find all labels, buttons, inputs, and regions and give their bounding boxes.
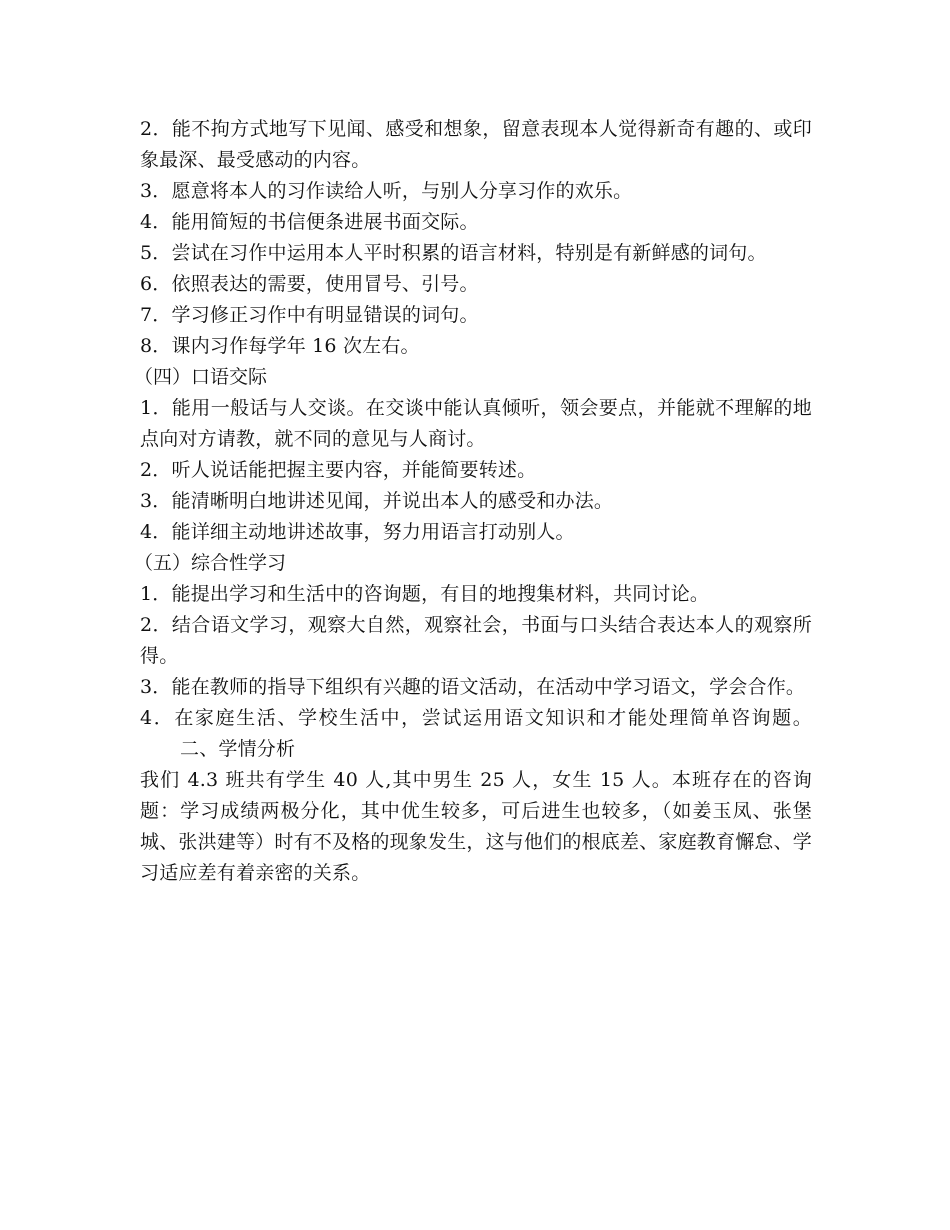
paragraph-writing-6: 6．依照表达的需要，使用冒号、引号。 <box>140 273 479 295</box>
paragraph-oral-3: 3．能清晰明白地讲述见闻，并说出本人的感受和办法。 <box>140 490 614 512</box>
paragraph-writing-5: 5．尝试在习作中运用本人平时积累的语言材料，特别是有新鲜感的词句。 <box>140 242 767 264</box>
paragraph-oral-1: 1．能用一般话与人交谈。在交谈中能认真倾听，领会要点，并能就不理解的地点向对方请教，就不同的意见与人商讨。 <box>140 397 812 450</box>
paragraph-writing-3: 3．愿意将本人的习作读给人听，与别人分享习作的欢乐。 <box>140 180 633 202</box>
paragraph-comprehensive-1: 1．能提出学习和生活中的咨询题，有目的地搜集材料，共同讨论。 <box>140 583 710 605</box>
paragraph-oral-4: 4．能详细主动地讲述故事，努力用语言打动别人。 <box>140 521 575 543</box>
paragraph-writing-4: 4．能用简短的书信便条进展书面交际。 <box>140 211 479 233</box>
paragraph-oral-2: 2．听人说话能把握主要内容，并能简要转述。 <box>140 459 537 481</box>
paragraph-comprehensive-4-text: 4．在家庭生活、学校生活中，尝试运用语文知识和才能处理简单咨询题。 <box>140 707 812 729</box>
paragraph-comprehensive-3: 3．能在教师的指导下组织有兴趣的语文活动，在活动中学习语文，学会合作。 <box>140 676 806 698</box>
paragraph-writing-8: 8．课内习作每学年 16 次左右。 <box>140 335 420 357</box>
paragraph-writing-2: 2．能不拘方式地写下见闻、感受和想象，留意表现本人觉得新奇有趣的、或印象最深、最受感动的内容。 <box>140 118 812 171</box>
section-heading-oral: （四）口语交际 <box>134 366 268 388</box>
paragraph-comprehensive-2: 2．结合语文学习，观察大自然，观察社会，书面与口头结合表达本人的观察所得。 <box>140 614 812 667</box>
section-heading-comprehensive: （五）综合性学习 <box>134 552 287 574</box>
document-body <box>134 114 813 889</box>
section-heading-analysis: 二、学情分析 <box>180 738 296 760</box>
paragraph-writing-7: 7．学习修正习作中有明显错误的词句。 <box>140 304 479 326</box>
paragraph-class-analysis: 我们 4.3 班共有学生 40 人,其中男生 25 人，女生 15 人。本班存在的咨询题：学习成绩两极分化，其中优生较多，可后进生也较多，（如姜玉凤、张堡城、张洪建等）时有不及格的现象发生，这与他们的根底差、家庭教育懈怠、学习适应差有着亲密的关系。 <box>140 769 813 884</box>
paragraph-comprehensive-4 <box>140 703 812 765</box>
